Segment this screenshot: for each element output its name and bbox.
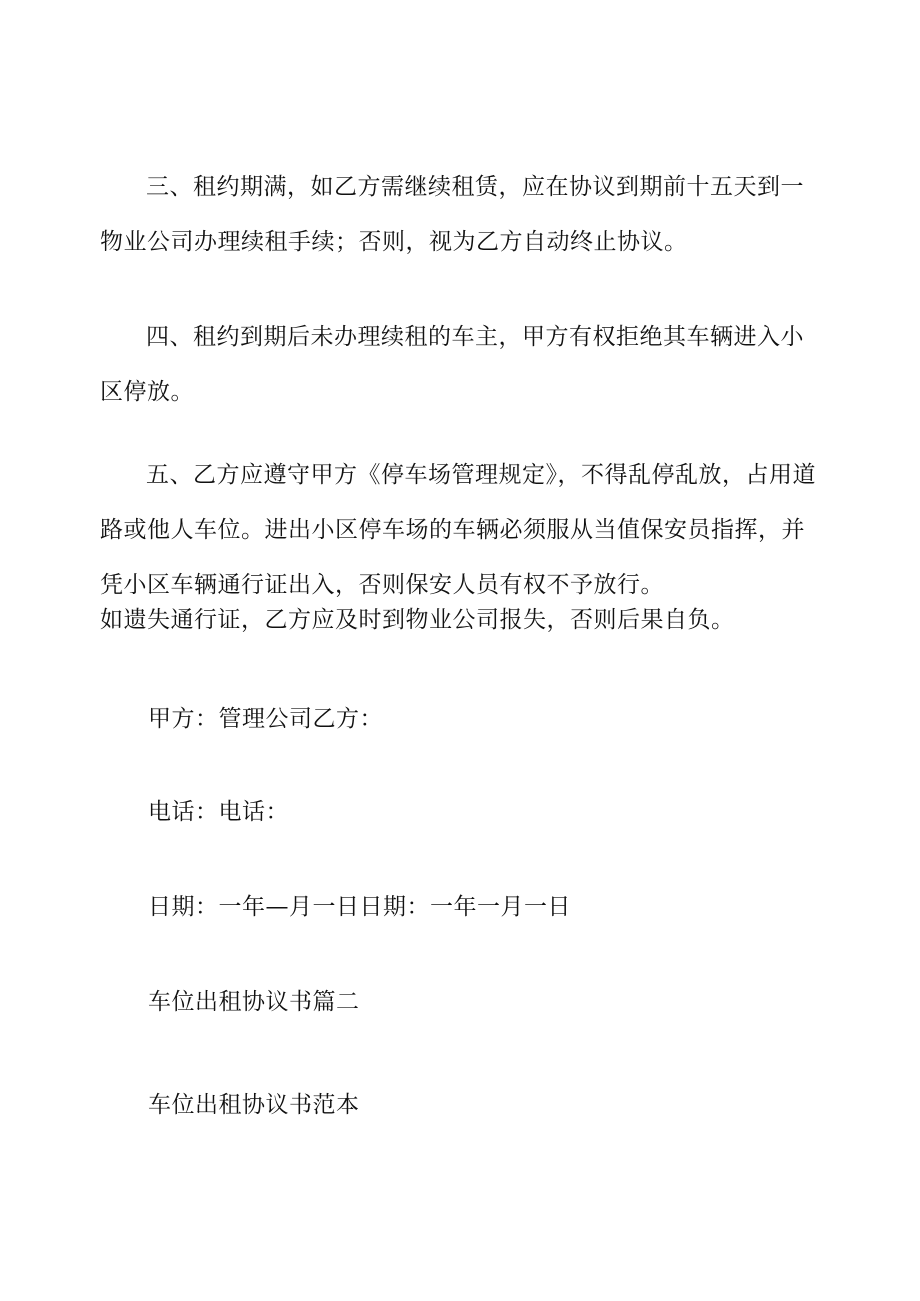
signature-parties: 甲方：管理公司乙方：: [148, 706, 383, 732]
signature-phone: 电话：电话：: [148, 799, 289, 825]
loss-note: 如遗失通行证，乙方应及时到物业公司报失，否则后果自负。: [100, 607, 735, 633]
clause-four: 四、租约到期后未办理续租的车主，甲方有权拒绝其车辆进入小区停放。: [100, 324, 804, 405]
signature-date: 日期：一年—月一日日期：一年一月一日: [148, 894, 571, 920]
clause-five: 五、乙方应遵守甲方《停车场管理规定》，不得乱停乱放，占用道路或他人车位。进出小区停车场的车辆必须服从当值保安员指挥，并凭小区车辆通行证出入，否则保安人员有权不予放行。: [100, 462, 816, 598]
section-title: 车位出租协议书篇二: [148, 989, 360, 1015]
clause-three: 三、租约期满，如乙方需继续租赁，应在协议到期前十五天到一物业公司办理续租手续；否则，视为乙方自动终止协议。: [100, 174, 804, 255]
template-title: 车位出租协议书范本: [148, 1092, 360, 1118]
